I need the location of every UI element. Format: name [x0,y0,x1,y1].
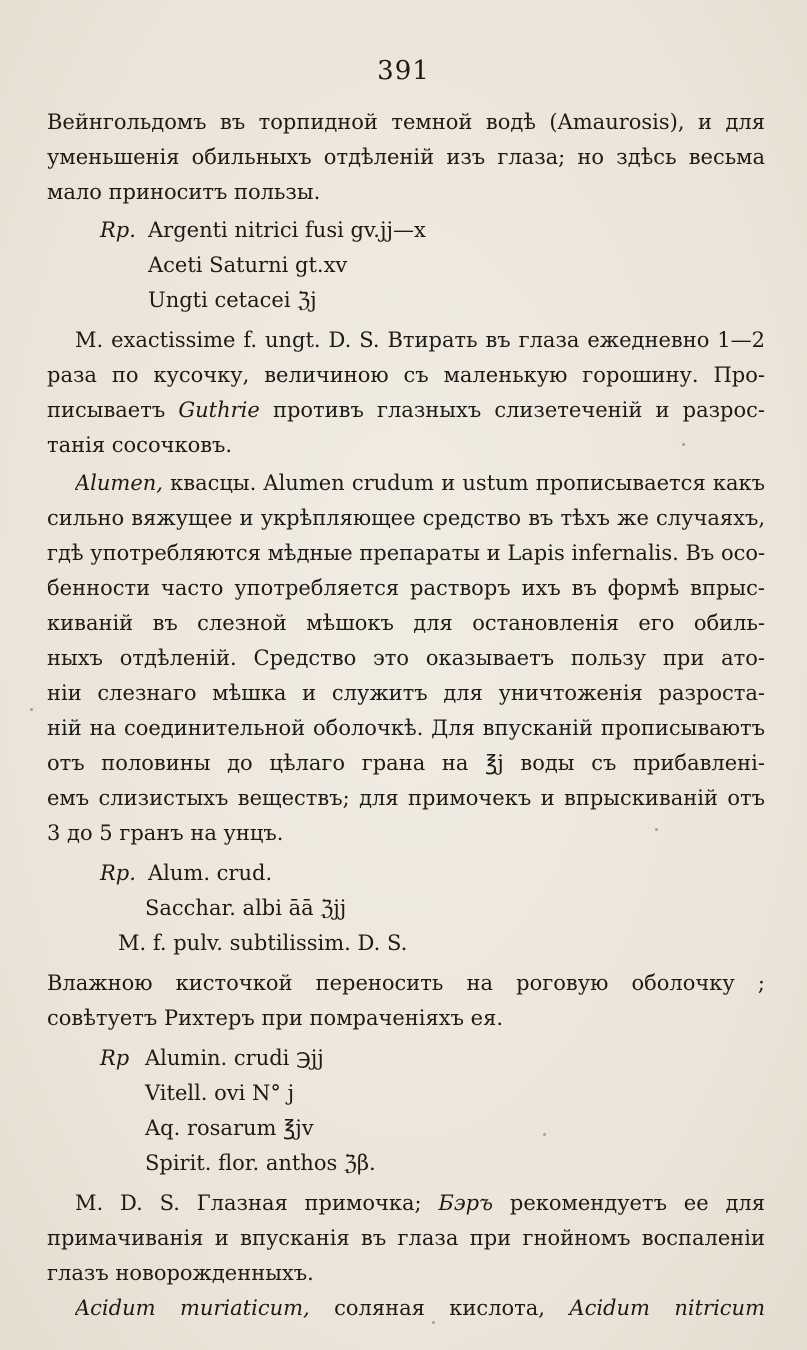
scan-speck [682,443,685,446]
recipe-line: Alum. crud. [148,861,273,885]
recipe-line: Sacchar. albi āā ℨjj [145,896,347,920]
text-line [75,1188,765,1218]
recipe-line: M. f. pulv. subtilissim. D. S. [118,931,408,955]
text-line: ніи слезнаго мѣшка и служитъ для уничтоженія разроста- [47,681,765,705]
text-line: 3 до 5 гранъ на унцъ. [47,821,284,845]
text-line: M. exactissime f. ungt. D. S. Втирать въ глаза ежедневно 1—2 [75,328,765,352]
page-number: 391 [377,56,430,86]
text-line: Вейнгольдомъ въ торпидной темной водѣ (Amaurosis), и для [47,110,765,134]
text-line: емъ слизистыхъ веществъ; для примочекъ и впрыскиваній отъ [47,786,765,810]
text-line: раза по кусочку, величиною съ маленькую горошину. Про- [47,363,765,387]
text-line [75,1293,765,1323]
recipe-line: Aceti Saturni gt.xv [148,253,348,277]
recipe-line: Spirit. flor. anthos ℨβ. [145,1151,376,1175]
text-line: бенности часто употребляется растворъ ихъ въ формѣ впрыс- [47,576,765,600]
recipe-line: Argenti nitrici fusi gv.jj—x [148,218,426,242]
text-line: сильно вяжущее и укрѣпляющее средство въ тѣхъ же случаяхъ, [47,506,765,530]
text-run: квасцы. Alumen crudum и ustum прописывается какъ [162,471,765,495]
text-line: киваній въ слезной мѣшокъ для остановленія его обиль- [47,611,765,635]
text-line: отъ половины до цѣлаго грана на ℥j воды съ прибавлені- [47,751,765,775]
recipe-line: Alumin. crudi ℈jj [145,1046,324,1070]
text-line [47,395,765,425]
text-line: танія сосочковъ. [47,433,233,457]
text-line: гдѣ употребляются мѣдные препараты и Lapis infernalis. Въ осо- [47,541,765,565]
text-run: соляная кислота, [309,1296,570,1320]
term-heading: Alumen, [75,471,163,495]
recipe-mark: Rp [100,1046,130,1070]
text-line: уменьшенія обильныхъ отдѣленій изъ глаза; но здѣсь весьма [47,145,765,169]
text-run: писываетъ [47,398,179,422]
term-heading: Acidum nitricum [569,1296,765,1320]
text-line: ныхъ отдѣленій. Средство это оказываетъ пользу при ато- [47,646,765,670]
author-name: Бэръ [438,1191,494,1215]
scan-speck [30,708,33,711]
author-name: Guthrie [178,398,260,422]
text-run: противъ глазныхъ слизетеченій и разрос- [259,398,765,422]
text-run: M. D. S. Глазная примочка; [75,1191,439,1215]
term-heading: Acidum muriaticum, [75,1296,310,1320]
text-line: глазъ новорожденныхъ. [47,1261,314,1285]
text-line: совѣтуетъ Рихтеръ при помраченіяхъ ея. [47,1006,503,1030]
recipe-line: Ungti cetacei ℨj [148,288,317,312]
recipe-line: Aq. rosarum ℥jv [145,1116,314,1140]
text-line: ній на соединительной оболочкѣ. Для впусканій прописываютъ [47,716,765,740]
scan-speck [543,1133,546,1136]
text-line: Влажною кисточкой переносить на роговую оболочку ; [47,971,765,995]
text-run: рекомендуетъ ее для [493,1191,765,1215]
recipe-mark: Rp. [100,218,136,242]
scan-speck [432,1321,435,1324]
text-line: примачиванія и впусканія въ глаза при гнойномъ воспаленіи [47,1226,765,1250]
recipe-mark: Rp. [100,861,136,885]
text-line [75,468,765,498]
scan-speck [655,828,658,831]
text-line: мало приноситъ пользы. [47,180,321,204]
recipe-line: Vitell. ovi N° j [145,1081,295,1105]
